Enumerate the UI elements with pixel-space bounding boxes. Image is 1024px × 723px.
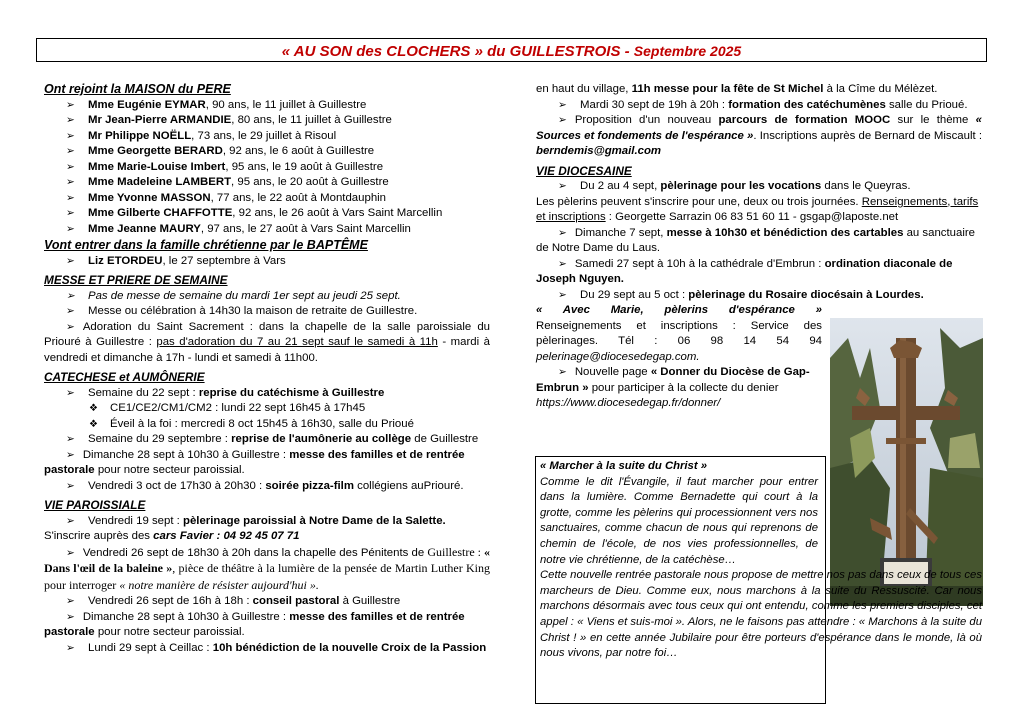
list-item: ➢ Dimanche 28 sept à 10h30 à Guillestre : messe des familles et de rentrée pastorale pour notre secteur paroissial. [44, 610, 490, 641]
list-item: ➢ Du 2 au 4 sept, pèlerinage pour les vocations dans le Queyras. [536, 179, 982, 195]
list-item: ➢ Lundi 29 sept à Ceillac : 10h bénédiction de la nouvelle Croix de la Passion [44, 641, 490, 657]
reflection-paragraph-2: Cette nouvelle rentrée pastorale nous propose de mettre nos pas dans ceux de tous ces marcheurs de Dieu. Comme eux, nous marchons à la suite du Ressuscité. Car nous marchons désormais avec tous ceux qui ont entendu, comme les premiers disciples, cet appel : « Viens et suis-moi ». Alors, ne le faisons pas attendre : « Marchons à la suite du Christ ! » en cette année Jubilaire pour être porteurs d'espérance dans le monde, là où nous vivons, par notre foi… [540, 569, 982, 660]
banner-date: Septembre 2025 [633, 43, 742, 59]
section-title-catechese: CATECHESE et AUMÔNERIE [44, 370, 205, 384]
list-item: ➢ Pas de messe de semaine du mardi 1er sept au jeudi 25 sept. [44, 289, 490, 305]
section-title-messe: MESSE ET PRIERE DE SEMAINE [44, 273, 228, 287]
sub-item: ❖ CE1/CE2/CM1/CM2 : lundi 22 sept 16h45 à 17h45 [44, 401, 490, 417]
section-title-bapteme: Vont entrer dans la famille chrétienne par le BAPTÊME [44, 238, 368, 252]
list-item: ➢ Mardi 30 sept de 19h à 20h : formation des catéchumènes salle du Prioué. [536, 98, 982, 114]
sub-item: ❖ Éveil à la foi : mercredi 8 oct 15h45 à 16h30, salle du Prioué [44, 417, 490, 433]
list-item: ➢ Nouvelle page « Donner du Diocèse de Gap-Embrun » pour participer à la collecte du denier https://www.diocesedegap.fr/donner/ [536, 365, 826, 412]
list-item: ➢ Du 29 sept au 5 oct : pèlerinage du Rosaire diocésain à Lourdes. [536, 288, 982, 304]
deceased-list [44, 98, 490, 238]
list-item: ➢ Semaine du 29 septembre : reprise de l'aumônerie au collège de Guillestre [44, 432, 490, 448]
section-title-maison: Ont rejoint la MAISON du PERE [44, 82, 231, 96]
deceased-item: ➢ Mme Jeanne MAURY, 97 ans, le 27 août à Vars Saint Marcellin [44, 222, 490, 238]
list-item: ➢ Dimanche 7 sept, messe à 10h30 et bénédiction des cartables au sanctuaire de Notre Dame du Laus. [536, 226, 982, 257]
list-item-continued: Les pèlerins peuvent s'inscrire pour une, deux ou trois journées. Renseignements, tarifs et inscriptions : Georgette Sarrazin 06 83 51 60 11 - gsgap@laposte.net [536, 195, 979, 223]
section-title-diocesaine: VIE DIOCESAINE [536, 163, 632, 178]
deceased-item: ➢ Mme Marie-Louise Imbert, 95 ans, le 19 août à Guillestre [44, 160, 490, 176]
reflection-text [540, 459, 990, 662]
banner-title: « AU SON des CLOCHERS » du GUILLESTROIS - [281, 43, 634, 60]
deceased-item: ➢ Mr Philippe NOËLL, 73 ans, le 29 juillet à Risoul [44, 129, 490, 145]
deceased-item: ➢ Mr Jean-Pierre ARMANDIE, 80 ans, le 11 juillet à Guillestre [44, 113, 490, 129]
list-item: ➢ Dimanche 28 sept à 10h30 à Guillestre : messe des familles et de rentrée pastorale pour notre secteur paroissial. [44, 448, 490, 479]
deceased-item: ➢ Mme Gilberte CHAFFOTTE, 92 ans, le 26 août à Vars Saint Marcellin [44, 206, 490, 222]
list-item: ➢ Liz ETORDEU, le 27 septembre à Vars [44, 254, 490, 270]
list-item: ➢ Vendredi 3 oct de 17h30 à 20h30 : soirée pizza-film collégiens auPriouré. [44, 479, 490, 495]
list-item: ➢ Vendredi 19 sept : pèlerinage paroissial à Notre Dame de la Salette. [44, 514, 490, 530]
reflection-paragraph-1: Comme le dit l'Évangile, il faut marcher pour entrer dans la lumière. Comme Bernadette qui court à la grotte, comme les pèlerins qui processionnent vers nos sanctuaires, comme chacun de nous qui reprenons de chemin de l'école, de nos vies professionnelles, de notre vie chrétienne, de la catéchèse… [540, 475, 818, 566]
section-title-paroissiale: VIE PAROISSIALE [44, 498, 146, 512]
list-item-continued: en haut du village, 11h messe pour la fête de St Michel à la Cîme du Mélèzet. [536, 83, 938, 95]
deceased-item: ➢ Mme Yvonne MASSON, 77 ans, le 22 août à Montdauphin [44, 191, 490, 207]
list-item: ➢ Vendredi 26 sept de 18h30 à 20h dans la chapelle des Pénitents de Guillestre : « Dans l'œil de la baleine », pièce de théâtre à la lumière de la pensée de Martin Luther King pour interroger « notre manière de résister aujourd'hui ». [44, 545, 490, 595]
reflection-title: « Marcher à la suite du Christ » [540, 460, 707, 472]
list-item: ➢ Proposition d'un nouveau parcours de formation MOOC sur le thème « Sources et fondements de l'espérance ». Inscriptions auprès de Bernard de Miscault : berndemis@gmail.com [536, 113, 982, 160]
list-item: ➢ Vendredi 26 sept de 16h à 18h : conseil pastoral à Guillestre [44, 594, 490, 610]
newsletter-banner [36, 38, 987, 62]
deceased-item: ➢ Mme Madeleine LAMBERT, 95 ans, le 20 août à Guillestre [44, 175, 490, 191]
list-item: ➢ Samedi 27 sept à 10h à la cathédrale d'Embrun : ordination diaconale de Joseph Nguyen. [536, 257, 982, 288]
list-item: ➢ Messe ou célébration à 14h30 la maison de retraite de Guillestre. [44, 304, 490, 320]
pilgrimage-details: « Avec Marie, pèlerins d'espérance » Renseignements et inscriptions : Service des pèlerinages. Tél : 06 98 14 54 94 pelerinage@diocesedegap.com. [536, 304, 822, 363]
list-item-continued: S'inscrire auprès des cars Favier : 04 92 45 07 71 [44, 530, 300, 542]
list-item: ➢ Semaine du 22 sept : reprise du catéchisme à Guillestre [44, 386, 490, 402]
left-column [44, 82, 490, 656]
deceased-item: ➢ Mme Eugénie EYMAR, 90 ans, le 11 juillet à Guillestre [44, 98, 490, 114]
deceased-item: ➢ Mme Georgette BERARD, 92 ans, le 6 août à Guillestre [44, 144, 490, 160]
list-item: ➢ Adoration du Saint Sacrement : dans la chapelle de la salle paroissiale du Priouré à Guillestre : pas d'adoration du 7 au 21 sept sauf le samedi à 11h - mardi à vendredi et dimanche à 17h - lundi et samedi à 11h00. [44, 320, 490, 367]
